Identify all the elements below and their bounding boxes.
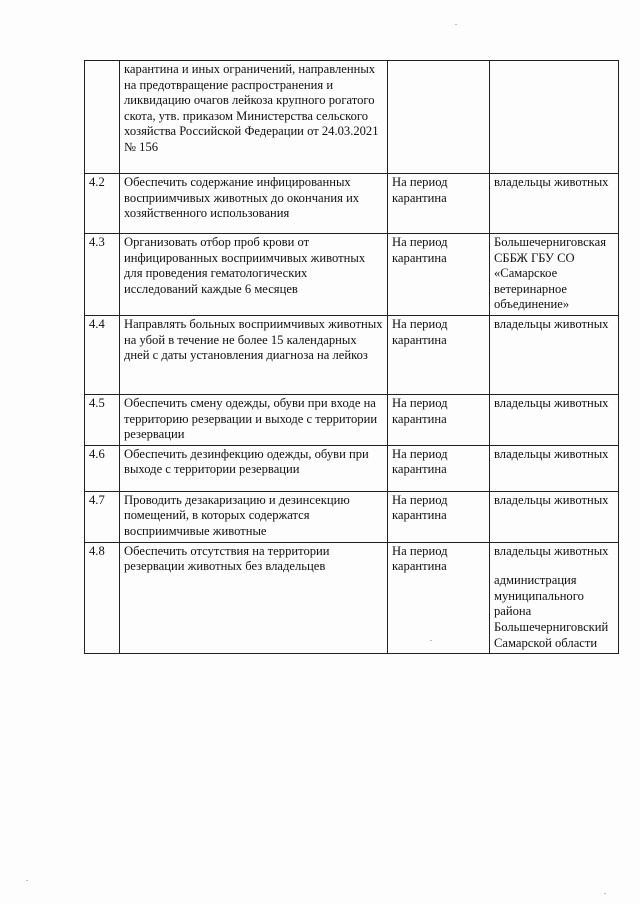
- scan-speck: [455, 24, 457, 25]
- action-cell: Направлять больных восприимчивых животных на убой в течение не более 15 календарных дней с даты установления диагноза на лейкоз: [120, 315, 388, 394]
- row-number-cell: 4.7: [85, 491, 120, 542]
- table-row: [85, 394, 619, 445]
- table-row: [85, 542, 619, 654]
- responsible-cell: [490, 394, 619, 445]
- action-cell: Обеспечить смену одежды, обуви при входе на территорию резервации и выходе с территории резервации: [120, 394, 388, 445]
- row-number-cell: 4.6: [85, 445, 120, 491]
- responsible-party: владельцы животных: [494, 316, 609, 331]
- term-cell: На период карантина: [388, 445, 490, 491]
- term-cell: На период карантина: [388, 394, 490, 445]
- row-number-cell: [85, 61, 120, 174]
- responsible-cell: [490, 61, 619, 174]
- responsible-cell: [490, 174, 619, 234]
- term-cell: [388, 61, 490, 174]
- measures-table: [84, 60, 619, 654]
- row-number-cell: 4.8: [85, 542, 120, 654]
- action-cell: Проводить дезакаризацию и дезинсекцию помещений, в которых содержатся восприимчивые животные: [120, 491, 388, 542]
- responsible-cell: [490, 445, 619, 491]
- action-cell: Обеспечить содержание инфицированных восприимчивых животных до окончания их хозяйственного использования: [120, 174, 388, 234]
- spacer: [494, 559, 614, 573]
- responsible-party: Большечерниговская СББЖ ГБУ СО «Самарское ветеринарное объединение»: [494, 235, 606, 312]
- scan-speck: [26, 880, 28, 881]
- responsible-cell: [490, 542, 619, 654]
- scan-speck: [430, 640, 432, 641]
- responsible-party: владельцы животных: [494, 446, 609, 461]
- responsible-cell: [490, 491, 619, 542]
- responsible-cell: [490, 315, 619, 394]
- table-row: [85, 491, 619, 542]
- table-row: [85, 445, 619, 491]
- term-cell: На период карантина: [388, 491, 490, 542]
- responsible-party: владельцы животных: [494, 492, 609, 507]
- table-row: [85, 234, 619, 316]
- row-number-cell: 4.3: [85, 234, 120, 316]
- responsible-party: владельцы животных: [494, 543, 609, 558]
- row-number-cell: 4.2: [85, 174, 120, 234]
- term-cell: На период карантина: [388, 234, 490, 316]
- responsible-party: владельцы животных: [494, 395, 609, 410]
- action-cell: Обеспечить дезинфекцию одежды, обуви при выходе с территории резервации: [120, 445, 388, 491]
- row-number-cell: 4.5: [85, 394, 120, 445]
- action-cell: Обеспечить отсутствия на территории резервации животных без владельцев: [120, 542, 388, 654]
- term-cell: На период карантина: [388, 174, 490, 234]
- row-number-cell: 4.4: [85, 315, 120, 394]
- responsible-party: владельцы животных: [494, 175, 609, 189]
- action-cell: Организовать отбор проб крови от инфицированных восприимчивых животных для проведения гематологических исследований каждые 6 месяцев: [120, 234, 388, 316]
- table-row: [85, 174, 619, 234]
- scan-speck: [604, 893, 606, 894]
- term-cell: На период карантина: [388, 542, 490, 654]
- responsible-party: администрация муниципального района Большечерниговский Самарской области: [494, 573, 609, 650]
- table-row: [85, 61, 619, 174]
- action-cell: карантина и иных ограничений, направленных на предотвращение распространения и ликвидацию очагов лейкоза крупного рогатого скота, утв. приказом Министерства сельского хозяйства Российской Федерации от 24.03.2021 № 156: [120, 61, 388, 174]
- responsible-cell: [490, 234, 619, 316]
- term-cell: На период карантина: [388, 315, 490, 394]
- table-row: [85, 315, 619, 394]
- measures-table-body: [85, 61, 619, 654]
